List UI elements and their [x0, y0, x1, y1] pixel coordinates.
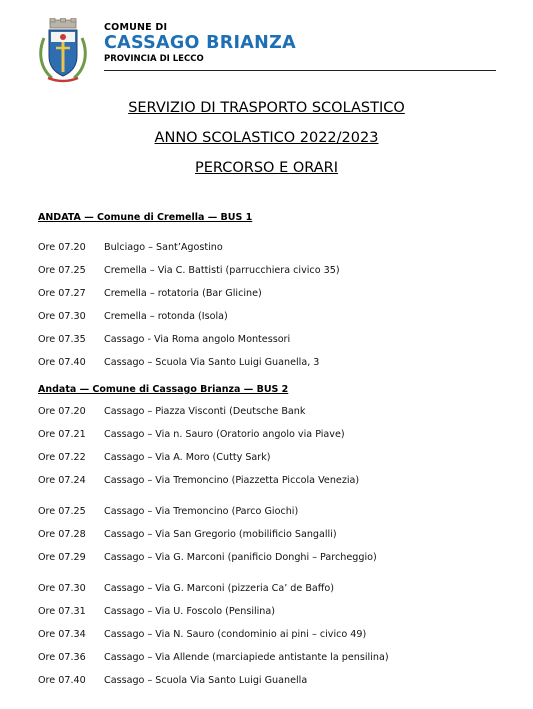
stop-place: Cassago – Via U. Foscolo (Pensilina)	[104, 606, 276, 617]
comune-label: COMUNE DI	[104, 22, 168, 33]
stop-row	[38, 651, 389, 665]
municipality-name: CASSAGO BRIANZA	[104, 33, 296, 53]
stop-row	[38, 241, 223, 255]
stop-place: Cassago - Via Roma angolo Montessori	[104, 334, 291, 345]
stop-time: Ore 07.40	[38, 357, 86, 368]
stop-time: Ore 07.22	[38, 452, 86, 463]
stop-place: Cassago – Via Tremoncino (Parco Giochi)	[104, 506, 299, 517]
letterhead-divider	[104, 70, 496, 71]
route-schedule-title: PERCORSO E ORARI	[194, 160, 339, 176]
stop-time: Ore 07.20	[38, 406, 86, 417]
section-heading-bus-1: ANDATA — Comune di Cremella — BUS 1	[38, 212, 253, 223]
stop-time: Ore 07.36	[38, 652, 86, 663]
stop-time: Ore 07.28	[38, 529, 86, 540]
stop-place: Cassago – Piazza Visconti (Deutsche Bank	[104, 406, 306, 417]
stop-place: Cremella – Via C. Battisti (parrucchiera civico 35)	[104, 265, 340, 276]
stop-row	[38, 287, 262, 301]
stop-row	[38, 505, 298, 519]
stop-time: Ore 07.40	[38, 675, 86, 686]
stop-time: Ore 07.21	[38, 429, 86, 440]
school-year-title: ANNO SCOLASTICO 2022/2023	[154, 130, 379, 146]
stop-time: Ore 07.25	[38, 265, 86, 276]
letterhead	[38, 18, 496, 88]
stop-place: Bulciago – Sant’Agostino	[104, 242, 223, 253]
stop-row	[38, 551, 377, 565]
stop-row	[38, 310, 228, 324]
province-label: PROVINCIA DI LECCO	[104, 54, 204, 64]
stop-row	[38, 674, 307, 688]
stop-row	[38, 474, 359, 488]
stop-time: Ore 07.35	[38, 334, 86, 345]
stop-time: Ore 07.20	[38, 242, 86, 253]
stop-place: Cassago – Via G. Marconi (panificio Donghi – Parcheggio)	[104, 552, 377, 563]
stop-time: Ore 07.31	[38, 606, 86, 617]
stop-place: Cassago – Scuola Via Santo Luigi Guanella	[104, 675, 308, 686]
document-title: SERVIZIO DI TRASPORTO SCOLASTICO	[128, 100, 405, 116]
stop-place: Cassago – Via n. Sauro (Oratorio angolo via Piave)	[104, 429, 345, 440]
stop-place: Cassago – Via San Gregorio (mobilificio Sangalli)	[104, 529, 337, 540]
stop-row	[38, 356, 319, 370]
stop-time: Ore 07.30	[38, 583, 86, 594]
stop-row	[38, 264, 340, 278]
stop-place: Cassago – Via G. Marconi (pizzeria Ca’ de Baffo)	[104, 583, 335, 594]
stop-place: Cassago – Via A. Moro (Cutty Sark)	[104, 452, 271, 463]
stop-row	[38, 605, 275, 619]
stop-place: Cremella – rotonda (Isola)	[104, 311, 228, 322]
stop-place: Cassago – Via Allende (marciapiede antistante la pensilina)	[104, 652, 389, 663]
letterhead-text	[104, 22, 296, 65]
stop-row	[38, 428, 345, 442]
stop-time: Ore 07.34	[38, 629, 86, 640]
stop-place: Cassago – Via N. Sauro (condominio ai pini – civico 49)	[104, 629, 367, 640]
stop-row	[38, 333, 290, 347]
stop-place: Cassago – Scuola Via Santo Luigi Guanella, 3	[104, 357, 320, 368]
stop-place: Cremella – rotatoria (Bar Glicine)	[104, 288, 262, 299]
stop-time: Ore 07.25	[38, 506, 86, 517]
stop-row	[38, 405, 305, 419]
stop-time: Ore 07.30	[38, 311, 86, 322]
stop-row	[38, 628, 366, 642]
stop-time: Ore 07.27	[38, 288, 86, 299]
stop-row	[38, 528, 337, 542]
section-heading-bus-2: Andata — Comune di Cassago Brianza — BUS 2	[38, 384, 289, 395]
stop-row	[38, 451, 271, 465]
stop-time: Ore 07.24	[38, 475, 86, 486]
municipal-crest-icon	[38, 18, 88, 84]
stop-time: Ore 07.29	[38, 552, 86, 563]
stop-row	[38, 582, 334, 596]
stop-place: Cassago – Via Tremoncino (Piazzetta Piccola Venezia)	[104, 475, 360, 486]
